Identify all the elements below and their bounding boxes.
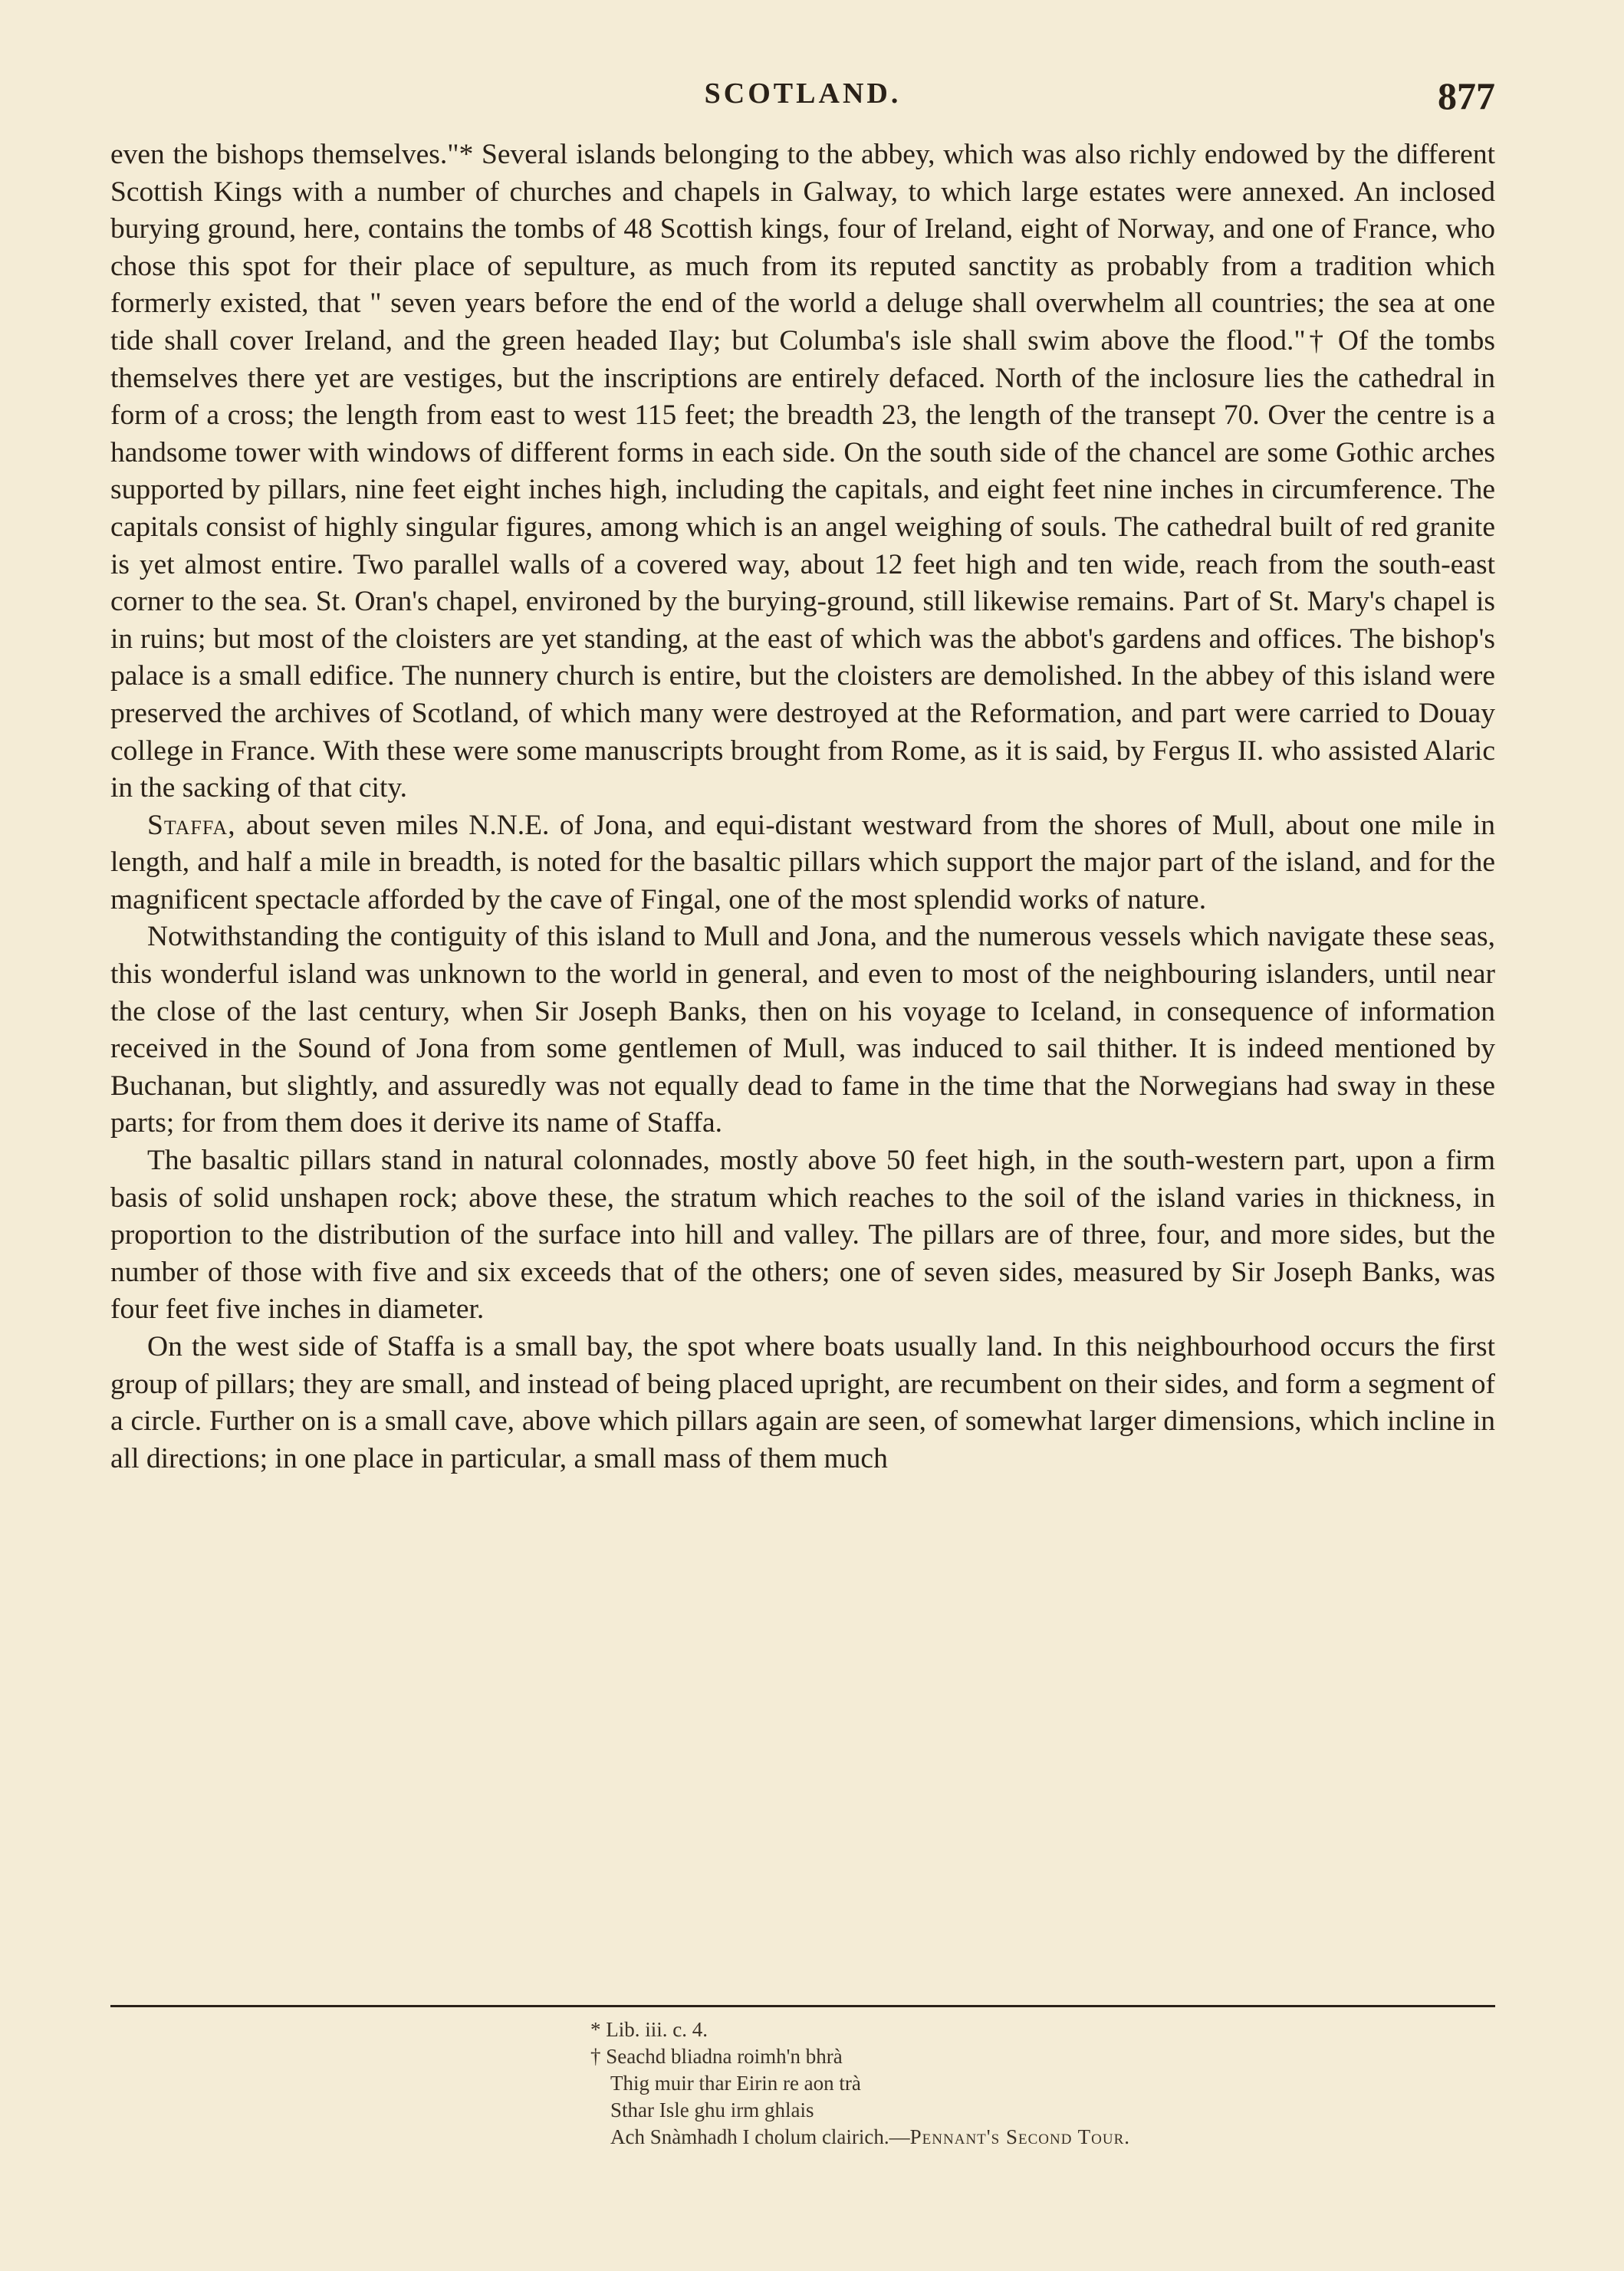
body-text xyxy=(110,136,1495,1477)
footnotes xyxy=(590,2016,1495,2151)
paragraph-staffa-intro xyxy=(110,807,1495,919)
staffa-lead-word: Staffa, xyxy=(147,809,236,841)
footnote-2-line-3: Sthar Isle ghu irm ghlais xyxy=(610,2098,814,2121)
page-number: 877 xyxy=(1438,74,1495,117)
paragraph-west-side: On the west side of Staffa is a small bay, the spot where boats usually land. In this neighbourhood occurs the first group of pillars; they are small, and instead of being placed upright, are recumbent on their sides, and form a segment of a circle. Further on is a small cave, above which pillars again are seen, of somewhat larger dimensions, which incline in all directions; in one place in particular, a small mass of them much xyxy=(110,1331,1495,1474)
footnote-2-source: Pennant's Second Tour. xyxy=(909,2125,1131,2148)
footnote-1: * Lib. iii. c. 4. xyxy=(590,2018,708,2041)
paragraph-staffa-discovery: Notwithstanding the contiguity of this island to Mull and Jona, and the numerous vessels which navigate these seas, this wonderful island was unknown to the world in general, and even to most of the neighbouring islanders, until near the close of the last century, when Sir Joseph Banks, then on his voyage to Iceland, in consequence of information received in the Sound of Jona from some gentlemen of Mull, was induced to sail thither. It is indeed mentioned by Buchanan, but slightly, and assuredly was not equally dead to fame in the time that the Norwegians had sway in these parts; for from them does it derive its name of Staffa. xyxy=(110,921,1495,1139)
running-head xyxy=(110,74,1495,127)
footnote-2-line-4 xyxy=(590,2124,1495,2151)
paragraph-staffa-intro-text: about seven miles N.N.E. of Jona, and equi-distant westward from the shores of Mull, about one mile in length, and half a mile in breadth, is noted for the basaltic pillars which support the major part of the island, and for the magnificent spectacle afforded by the cave of Fingal, one of the most splendid works of nature. xyxy=(110,809,1495,915)
footnote-rule xyxy=(110,2005,1495,2007)
running-head-title: SCOTLAND. xyxy=(704,77,902,110)
footnote-2-line-4-text: Ach Snàmhadh I cholum clairich.— xyxy=(610,2125,910,2148)
footnote-2-line-2: Thig muir thar Eirin re aon trà xyxy=(610,2072,861,2095)
paragraph-basaltic-pillars: The basaltic pillars stand in natural colonnades, mostly above 50 feet high, in the south-western part, upon a firm basis of solid unshapen rock; above these, the stratum which reaches to the soil of the island varies in thickness, in proportion to the distribution of the surface into hill and valley. The pillars are of three, four, and more sides, but the number of those with five and six exceeds that of the others; one of seven sides, measured by Sir Joseph Banks, was four feet five inches in diameter. xyxy=(110,1145,1495,1326)
paragraph-iona-abbey: even the bishops themselves."* Several islands belonging to the abbey, which was also richly endowed by the different Scottish Kings with a number of churches and chapels in Galway, to which large estates were annexed. An inclosed burying ground, here, contains the tombs of 48 Scottish kings, four of Ireland, eight of Norway, and one of France, who chose this spot for their place of sepulture, as much from its reputed sanctity as probably from a tradition which formerly existed, that " seven years before the end of the world a deluge shall overwhelm all countries; the sea at one tide shall cover Ireland, and the green headed Ilay; but Columba's isle shall swim above the flood."† Of the tombs themselves there yet are vestiges, but the inscriptions are entirely defaced. North of the inclosure lies the cathedral in form of a cross; the length from east to west 115 feet; the breadth 23, the length of the transept 70. Over the centre is a handsome tower with windows of different forms in each side. On the south side of the chancel are some Gothic arches supported by pillars, nine feet eight inches high, including the capitals, and eight feet nine inches in circumference. The capitals consist of highly singular figures, among which is an angel weighing of souls. The cathedral built of red granite is yet almost entire. Two parallel walls of a covered way, about 12 feet high and ten wide, reach from the south-east corner to the sea. St. Oran's chapel, environed by the burying-ground, still likewise remains. Part of St. Mary's chapel is in ruins; but most of the cloisters are yet standing, at the east of which was the abbot's gardens and offices. The bishop's palace is a small edifice. The nunnery church is entire, but the cloisters are demolished. In the abbey of this island were preserved the archives of Scotland, of which many were destroyed at the Reformation, and part were carried to Douay college in France. With these were some manuscripts brought from Rome, as it is said, by Fergus II. who assisted Alaric in the sacking of that city. xyxy=(110,139,1495,804)
footnote-2-line-1: † Seachd bliadna roimh'n bhrà xyxy=(590,2045,843,2068)
